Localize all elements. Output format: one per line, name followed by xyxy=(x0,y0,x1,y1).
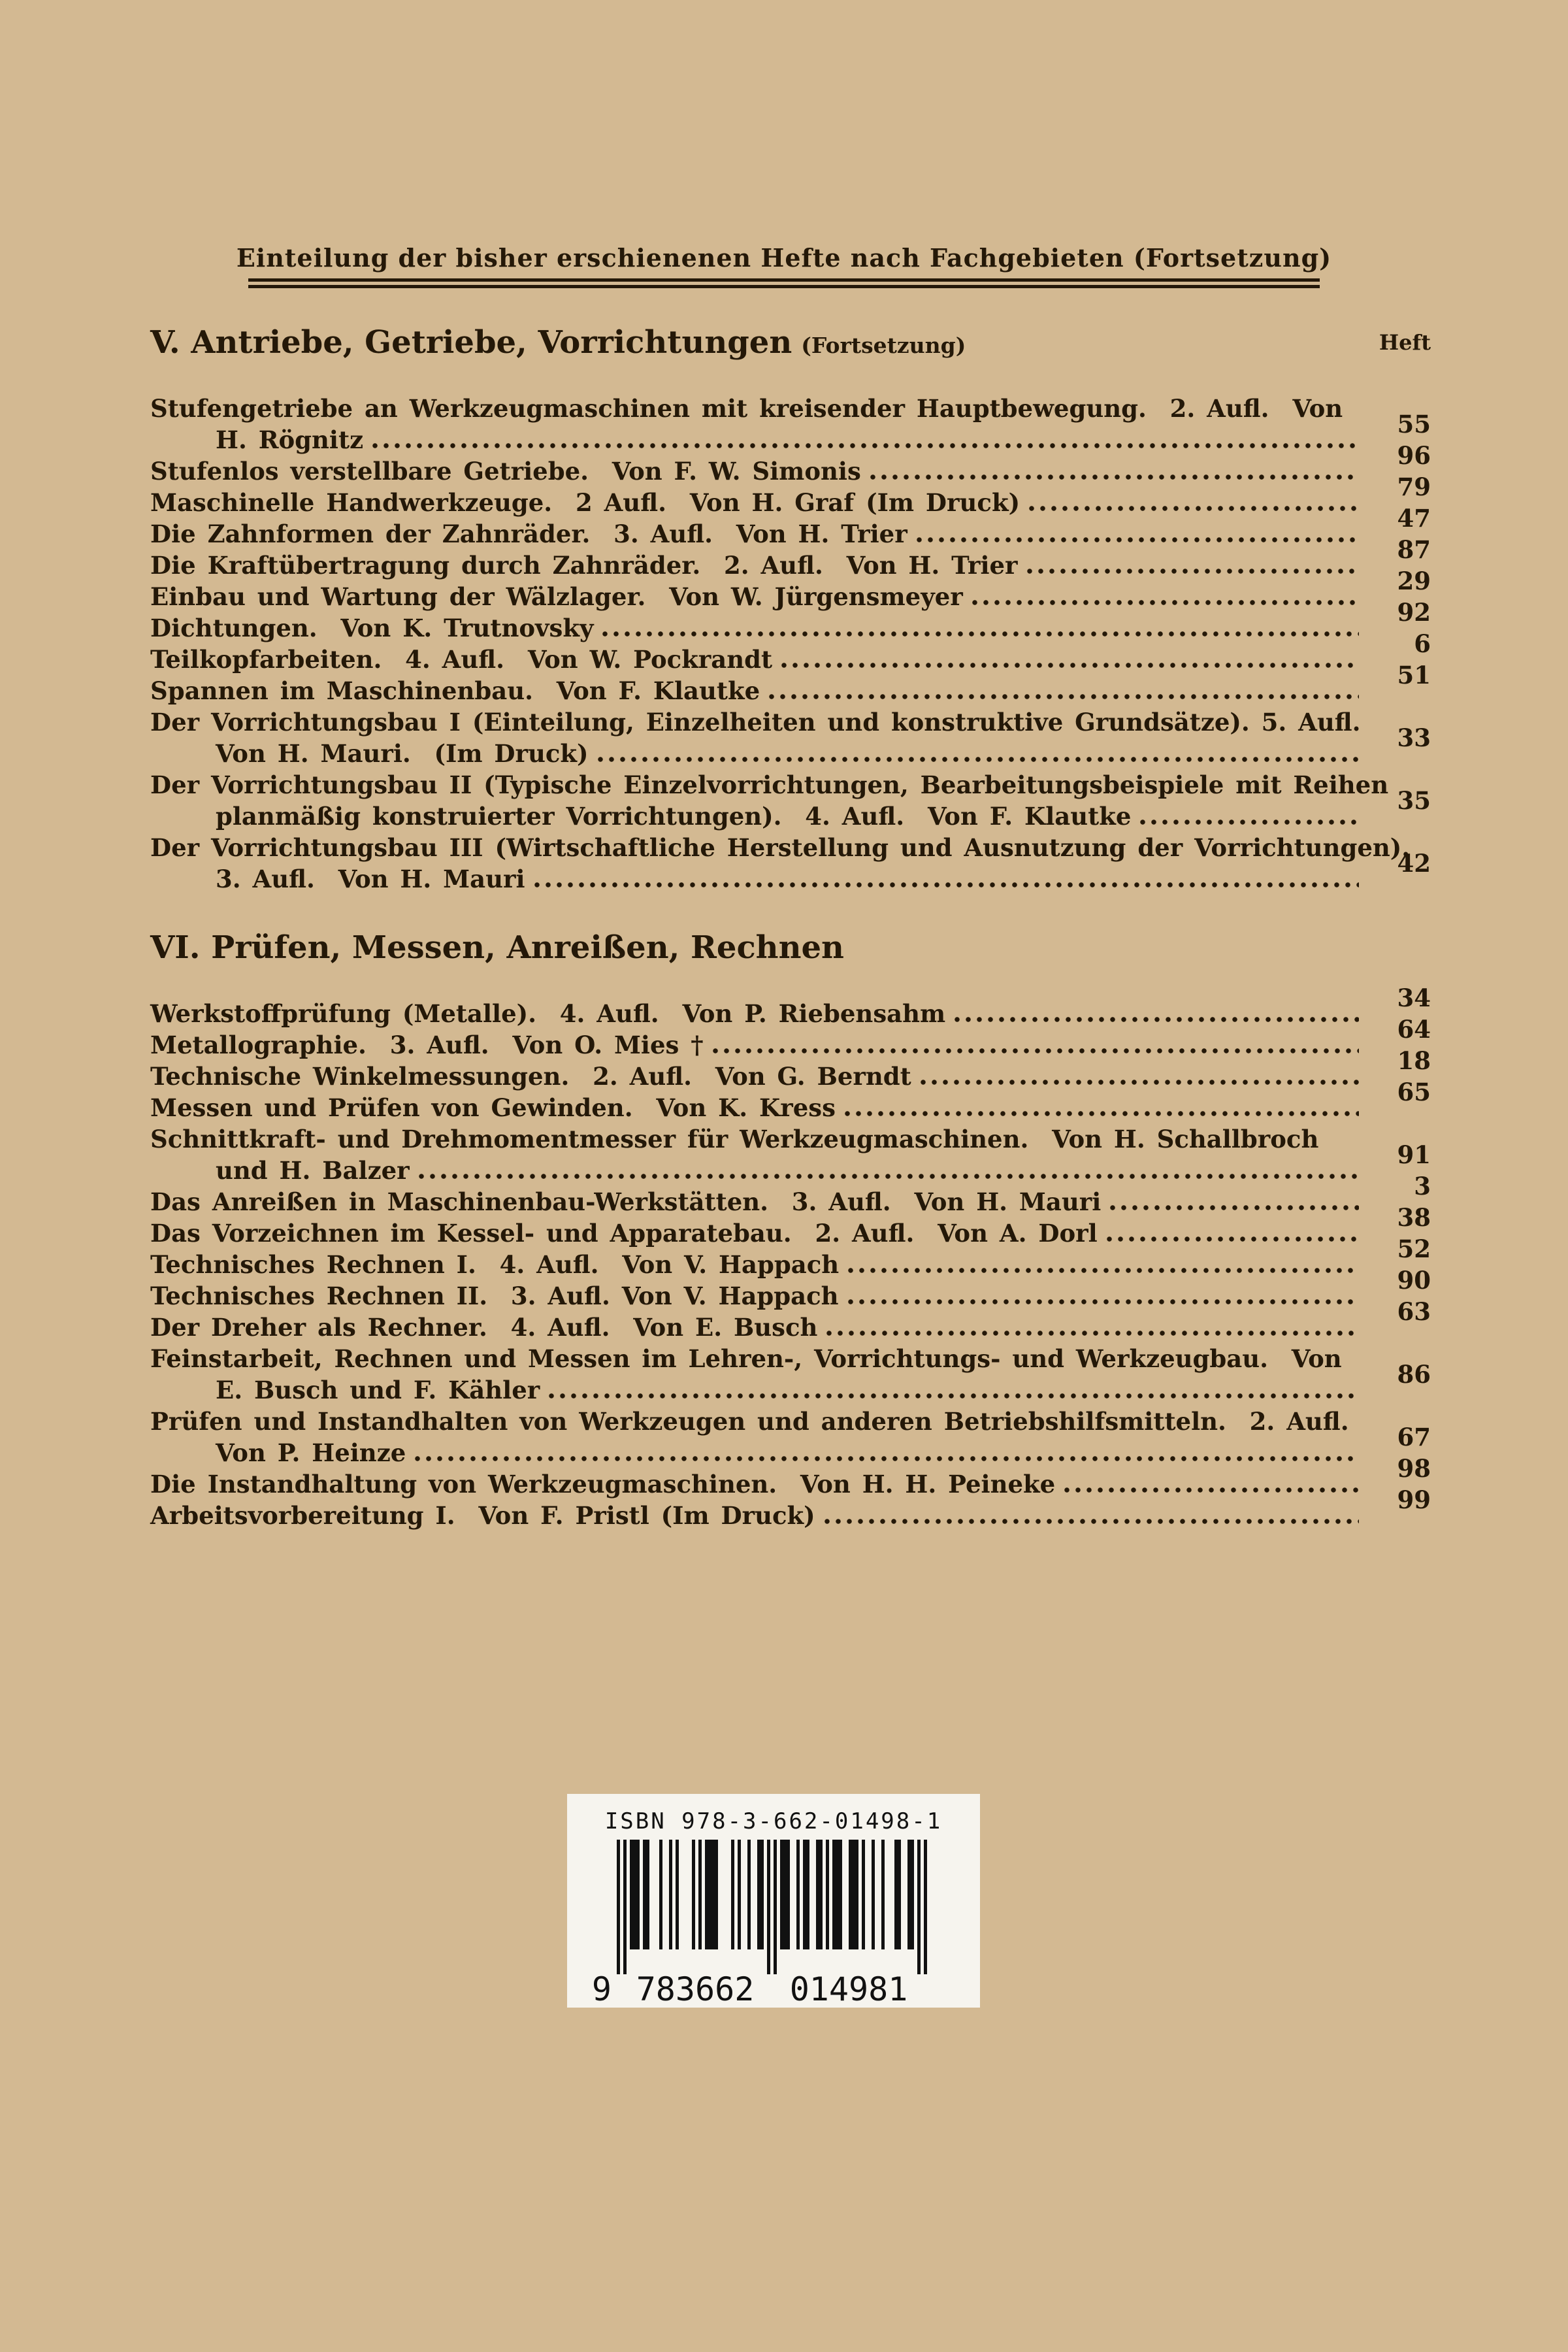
toc-entry-line xyxy=(150,629,1431,675)
entry-text: Von H. Mauri. (Im Druck) xyxy=(216,739,589,768)
entry-text: Schnittkraft- und Drehmomentmesser für Werkzeugmaschinen. Von H. Schallbroch xyxy=(150,1125,1319,1153)
entry-text: Der Vorrichtungsbau I (Einteilung, Einzelheiten und konstruktive Grundsätze). 5. Aufl. xyxy=(150,708,1361,737)
heft-number: 92 xyxy=(1397,598,1431,627)
toc-entry xyxy=(150,1297,1431,1343)
section-title-suffix: (Fortsetzung) xyxy=(801,333,966,358)
toc-entry xyxy=(150,598,1431,644)
heft-number: 42 xyxy=(1397,849,1431,878)
entry-text: Maschinelle Handwerkzeuge. 2 Aufl. Von H. Graf (Im Druck) xyxy=(150,488,1021,517)
toc-entry xyxy=(150,1343,1431,1406)
barcode-bar xyxy=(711,1840,715,1949)
entry-text: Die Zahnformen der Zahnräder. 3. Aufl. Von H. Trier xyxy=(150,520,907,548)
barcode-bar xyxy=(738,1840,741,1949)
barcode-digits: 014981 xyxy=(789,1970,908,2004)
heft-number: 18 xyxy=(1397,1046,1431,1075)
heft-number: 90 xyxy=(1397,1266,1431,1295)
isbn-barcode xyxy=(567,1794,980,2008)
toc-entry-line xyxy=(150,1266,1431,1312)
toc-entry-line xyxy=(150,1046,1431,1092)
toc-entry-line xyxy=(150,1406,1431,1437)
toc-entry xyxy=(150,1485,1431,1531)
heft-number: 64 xyxy=(1397,1015,1431,1044)
toc-entry-line xyxy=(150,832,1431,863)
barcode-bar xyxy=(852,1840,855,1949)
entry-text: Technische Winkelmessungen. 2. Aufl. Von G. Berndt xyxy=(150,1062,911,1091)
dotted-leader xyxy=(917,535,1359,544)
barcode-digits: 9 xyxy=(591,1970,612,2004)
entry-text: Das Anreißen in Maschinenbau-Werkstätten. 3. Aufl. Von H. Mauri xyxy=(150,1187,1102,1216)
toc-entry xyxy=(150,504,1431,550)
heft-number: 3 xyxy=(1414,1172,1431,1201)
toc-entry xyxy=(150,1078,1431,1123)
toc-entry xyxy=(150,1454,1431,1500)
heft-number: 47 xyxy=(1397,504,1431,533)
dotted-leader xyxy=(1064,1485,1359,1495)
entry-text: Das Vorzeichnen im Kessel- und Apparatebau. 2. Aufl. Von A. Dorl xyxy=(150,1219,1098,1248)
heft-number: 67 xyxy=(1397,1423,1431,1451)
dotted-leader xyxy=(1140,818,1359,827)
heft-number: 86 xyxy=(1397,1360,1431,1389)
toc-entry xyxy=(150,984,1431,1029)
barcode-bar xyxy=(760,1840,764,1949)
heft-number: 91 xyxy=(1397,1140,1431,1169)
barcode-bar xyxy=(816,1840,819,1949)
toc-entry-line xyxy=(150,504,1431,550)
toc-entry-line xyxy=(150,441,1431,487)
toc-entry-line xyxy=(150,567,1431,612)
toc-entry-line xyxy=(150,1015,1431,1061)
barcode-bar xyxy=(898,1840,901,1949)
entry-text: Messen und Prüfen von Gewinden. Von K. Kress xyxy=(150,1093,836,1122)
heft-number: 87 xyxy=(1397,535,1431,564)
dotted-leader xyxy=(598,755,1359,764)
toc-entry-line xyxy=(150,1485,1431,1531)
barcode-bar xyxy=(646,1840,649,1949)
barcode-bar xyxy=(643,1840,646,1949)
toc-entry xyxy=(150,441,1431,487)
toc-entry-line xyxy=(150,706,1431,738)
toc-entry-line xyxy=(150,1140,1431,1186)
dotted-leader xyxy=(870,472,1359,482)
entry-text: und H. Balzer xyxy=(216,1156,410,1185)
barcode-bar xyxy=(803,1840,806,1949)
section-title-wrap xyxy=(150,325,966,367)
toc-entry-line xyxy=(150,849,1431,895)
dotted-leader xyxy=(955,1015,1359,1024)
toc-entry-line xyxy=(150,1454,1431,1500)
barcode-bar xyxy=(636,1840,640,1949)
dotted-leader xyxy=(1110,1203,1359,1212)
entry-text: Metallographie. 3. Aufl. Von O. Mies † xyxy=(150,1031,704,1059)
heft-number: 63 xyxy=(1397,1297,1431,1326)
entry-text: Dichtungen. Von K. Trutnovsky xyxy=(150,614,594,642)
entry-text: Die Kraftübertragung durch Zahnräder. 2. Aufl. Von H. Trier xyxy=(150,551,1018,580)
barcode-bar xyxy=(894,1840,898,1949)
entry-text: Der Dreher als Rechner. 4. Aufl. Von E. Busch xyxy=(150,1313,818,1342)
toc-entry-line xyxy=(150,769,1431,801)
heft-number: 99 xyxy=(1397,1485,1431,1514)
entry-text: Technisches Rechnen II. 3. Aufl. Von V. Happach xyxy=(150,1282,839,1310)
page-title: Einteilung der bisher erschienenen Hefte nach Fachgebieten (Fortsetzung) xyxy=(236,243,1332,273)
barcode-bar xyxy=(767,1840,770,1974)
toc-entry-line xyxy=(150,984,1431,1029)
toc-entry xyxy=(150,1406,1431,1468)
barcode-bar xyxy=(826,1840,829,1949)
heft-number: 55 xyxy=(1397,410,1431,439)
dotted-leader xyxy=(372,441,1359,450)
barcode-bar xyxy=(708,1840,711,1949)
entry-list xyxy=(150,984,1431,1531)
barcode-bar xyxy=(692,1840,695,1949)
page-header xyxy=(0,243,1568,288)
double-rule xyxy=(248,278,1320,288)
toc-entry-line xyxy=(150,1078,1431,1123)
toc-entry-line xyxy=(150,472,1431,518)
heft-number: 34 xyxy=(1397,984,1431,1012)
toc-entry-line xyxy=(150,1234,1431,1280)
barcode-bar xyxy=(862,1840,865,1949)
barcode-bar xyxy=(819,1840,823,1949)
dotted-leader xyxy=(826,1329,1359,1338)
barcode-bar xyxy=(617,1840,620,1974)
dotted-leader xyxy=(415,1454,1359,1463)
section-pruefen-messen-anreissen-rechnen xyxy=(150,931,1431,1531)
toc-entry-line xyxy=(150,1297,1431,1343)
dotted-leader xyxy=(549,1391,1359,1400)
barcode-digits: 783662 xyxy=(636,1970,755,2004)
toc-entry-line xyxy=(150,535,1431,581)
entry-text: Die Instandhaltung von Werkzeugmaschinen. Von H. H. Peineke xyxy=(150,1470,1056,1499)
entry-text: Stufenlos verstellbare Getriebe. Von F. W. Simonis xyxy=(150,457,861,486)
entry-text: Technisches Rechnen I. 4. Aufl. Von V. Happach xyxy=(150,1250,840,1279)
barcode-bar xyxy=(715,1840,718,1949)
heft-number: 51 xyxy=(1397,661,1431,689)
section-antriebe-getriebe-vorrichtungen xyxy=(150,325,1431,895)
dotted-leader xyxy=(1029,504,1359,513)
heft-column-label: Heft xyxy=(1379,330,1431,355)
barcode-bar xyxy=(836,1840,839,1949)
dotted-leader xyxy=(848,1266,1359,1275)
entry-text: planmäßig konstruierter Vorrichtungen). 4. Aufl. Von F. Klautke xyxy=(216,802,1132,831)
heft-number: 96 xyxy=(1397,441,1431,470)
barcode-bar xyxy=(780,1840,783,1949)
toc-entry xyxy=(150,472,1431,518)
dotted-leader xyxy=(845,1109,1359,1118)
barcode-bar xyxy=(796,1840,800,1949)
heft-number: 35 xyxy=(1397,786,1431,815)
barcode-bar xyxy=(783,1840,787,1949)
entry-text: H. Rögnitz xyxy=(216,425,364,454)
toc-entry xyxy=(150,1234,1431,1280)
barcode-bar xyxy=(855,1840,858,1949)
dotted-leader xyxy=(972,598,1359,607)
barcode-bar xyxy=(911,1840,914,1949)
barcode-bar xyxy=(659,1840,662,1949)
toc-entry xyxy=(150,832,1431,895)
barcode-bar xyxy=(676,1840,679,1949)
barcode-bar xyxy=(669,1840,672,1949)
barcode-bar xyxy=(623,1840,627,1974)
toc-entry-line xyxy=(150,661,1431,706)
section-title-wrap xyxy=(150,931,844,972)
barcode-bar xyxy=(747,1840,751,1949)
entry-text: Teilkopfarbeiten. 4. Aufl. Von W. Pockrandt xyxy=(150,645,773,674)
toc-entry-line xyxy=(150,1203,1431,1249)
entry-text: Arbeitsvorbereitung I. Von F. Pristl (Im Druck) xyxy=(150,1501,815,1530)
toc-entry xyxy=(150,769,1431,832)
toc-entry-line xyxy=(150,1343,1431,1374)
toc-entry xyxy=(150,1015,1431,1061)
section-heading xyxy=(150,325,1431,367)
entry-text: Einbau und Wartung der Wälzlager. Von W. Jürgensmeyer xyxy=(150,582,963,611)
heft-number: 98 xyxy=(1397,1454,1431,1483)
toc-entry-line xyxy=(150,410,1431,455)
entry-text: Der Vorrichtungsbau II (Typische Einzelvorrichtungen, Bearbeitungsbeispiele mit Reihen xyxy=(150,770,1389,799)
toc-entry xyxy=(150,1203,1431,1249)
toc-entry-line xyxy=(150,1360,1431,1406)
entry-text: Prüfen und Instandhalten von Werkzeugen und anderen Betriebshilfsmitteln. 2. Aufl. xyxy=(150,1407,1349,1436)
dotted-leader xyxy=(921,1078,1359,1087)
entry-text: Feinstarbeit, Rechnen und Messen im Lehren-, Vorrichtungs- und Werkzeugbau. Von xyxy=(150,1344,1342,1373)
dotted-leader xyxy=(602,629,1359,638)
dotted-leader xyxy=(825,1517,1359,1526)
section-title: VI. Prüfen, Messen, Anreißen, Rechnen xyxy=(150,929,844,966)
heft-number: 79 xyxy=(1397,472,1431,501)
barcode-bar xyxy=(917,1840,921,1974)
heft-number: 29 xyxy=(1397,567,1431,595)
toc-entry-line xyxy=(150,1123,1431,1155)
barcode-bar xyxy=(806,1840,809,1949)
barcode-bar xyxy=(757,1840,760,1949)
toc-entry-line xyxy=(150,786,1431,832)
heft-number: 65 xyxy=(1397,1078,1431,1106)
toc-entry-line xyxy=(150,1172,1431,1217)
toc-entry xyxy=(150,1046,1431,1092)
dotted-leader xyxy=(1107,1234,1359,1244)
dotted-leader xyxy=(419,1172,1359,1181)
entry-list xyxy=(150,393,1431,895)
toc-entry xyxy=(150,629,1431,675)
entry-text: Spannen im Maschinenbau. Von F. Klautke xyxy=(150,676,760,705)
toc-entry-line xyxy=(150,723,1431,769)
toc-entry xyxy=(150,535,1431,581)
barcode-bar xyxy=(849,1840,852,1949)
barcode-bar xyxy=(787,1840,790,1949)
dotted-leader xyxy=(1027,567,1359,576)
barcode-bar xyxy=(872,1840,875,1949)
entry-text: 3. Aufl. Von H. Mauri xyxy=(216,865,525,893)
toc-entry xyxy=(150,661,1431,706)
entry-text: E. Busch und F. Kähler xyxy=(216,1376,540,1404)
dotted-leader xyxy=(713,1046,1359,1055)
dotted-leader xyxy=(769,692,1359,701)
barcode-bar xyxy=(630,1840,633,1949)
entry-text: Werkstoffprüfung (Metalle). 4. Aufl. Von P. Riebensahm xyxy=(150,999,946,1028)
heft-number: 38 xyxy=(1397,1203,1431,1232)
dotted-leader xyxy=(848,1297,1359,1306)
barcode-bar xyxy=(731,1840,734,1949)
barcode-bar xyxy=(774,1840,777,1974)
dotted-leader xyxy=(781,661,1359,670)
section-heading xyxy=(150,931,1431,972)
barcode-bar xyxy=(839,1840,842,1949)
toc-entry-line xyxy=(150,598,1431,644)
barcode-bar xyxy=(907,1840,911,1949)
entry-text: Der Vorrichtungsbau III (Wirtschaftliche Herstellung und Ausnutzung der Vorrichtungen). xyxy=(150,833,1411,862)
barcode-bars xyxy=(574,1840,973,2004)
barcode-bar xyxy=(924,1840,927,1974)
toc-entry xyxy=(150,1123,1431,1186)
toc-entry xyxy=(150,1172,1431,1217)
toc-entry-line xyxy=(150,1423,1431,1468)
barcode-bar xyxy=(633,1840,636,1949)
barcode-bar xyxy=(705,1840,708,1949)
heft-number: 52 xyxy=(1397,1234,1431,1263)
toc-entry-line xyxy=(150,393,1431,424)
entry-text: Stufengetriebe an Werkzeugmaschinen mit kreisender Hauptbewegung. 2. Aufl. Von xyxy=(150,394,1343,423)
barcode-bar xyxy=(832,1840,836,1949)
toc-entry xyxy=(150,393,1431,455)
section-title: V. Antriebe, Getriebe, Vorrichtungen xyxy=(150,324,792,361)
barcode-bar xyxy=(698,1840,702,1949)
isbn-label: ISBN 978-3-662-01498-1 xyxy=(604,1808,943,1834)
heft-number: 6 xyxy=(1414,629,1431,658)
dotted-leader xyxy=(534,880,1359,889)
toc-entry xyxy=(150,706,1431,769)
heft-number: 33 xyxy=(1397,723,1431,752)
entry-text: Von P. Heinze xyxy=(216,1438,406,1467)
toc-entry xyxy=(150,1266,1431,1312)
toc-entry xyxy=(150,567,1431,612)
barcode-bar xyxy=(881,1840,885,1949)
